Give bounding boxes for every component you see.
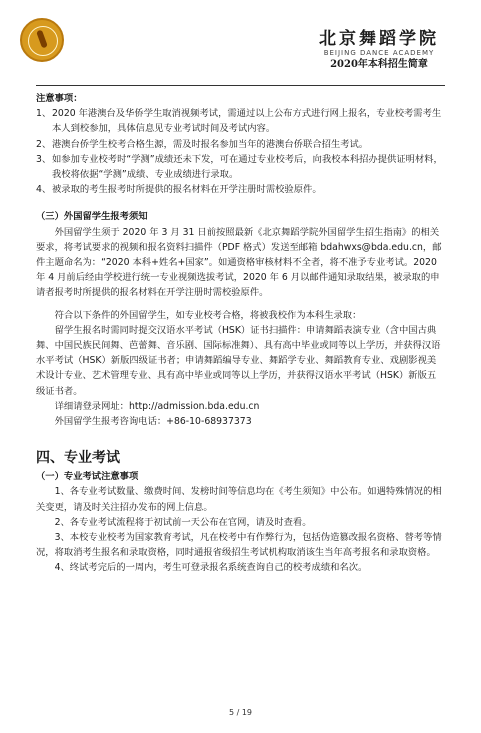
note-text: 被录取的考生报考时所提供的报名材料在开学注册时需校验原件。 (52, 184, 322, 196)
note-item (36, 137, 445, 152)
exam-note: 3、本校专业校考为国家教育考试，凡在校考中有作弊行为，包括伪造篡改报名资格、替考等情况，将取消考生报名和录取资格，同时通报省级招生考试机构取消该生当年高考报名和录取资格。 (36, 532, 442, 559)
page-number: 5 / 19 (228, 708, 253, 717)
school-name: 北京舞蹈学院 (319, 29, 439, 49)
school-logo (20, 18, 64, 62)
exam-note: 2、各专业考试流程将于初试前一天公布在官网，请及时查看。 (54, 516, 312, 528)
brochure-subtitle: 2020年本科招生简章 (330, 59, 428, 70)
exam-note: 1、各专业考试数量、缴费时间、发榜时间等信息均在《考生须知》中公布。如遇特殊情况的相关变更，请及时关注招办发布的网上信息。 (36, 486, 442, 513)
header-divider (36, 85, 445, 86)
exam-note: 4、终试考完后的一周内，考生可登录报名系统查询自己的校考成绩和名次。 (54, 562, 368, 574)
note-number: 4、 (36, 184, 52, 196)
admission-website-link[interactable]: 详细请登录网址：http://admission.bda.edu.cn (54, 400, 260, 412)
section-title: 四、专业考试 (36, 450, 120, 467)
note-number: 2、 (36, 138, 52, 150)
note-text: 2020 年港澳台及华侨学生取消视频考试，需通过以上公布方式进行网上报名，专业校考需考生本人到校参加，具体信息见专业考试时间及考试内容。 (52, 108, 442, 135)
consult-phone: 外国留学生报考咨询电话：+86-10-68937373 (54, 416, 252, 428)
note-number: 1、 (36, 108, 52, 120)
section-subheading: （一）专业考试注意事项 (36, 471, 139, 483)
school-name-en: BEIJING DANCE ACADEMY (323, 49, 435, 57)
note-item (36, 182, 445, 197)
header-brand (299, 30, 459, 72)
page-content (36, 91, 445, 576)
note-item (36, 106, 445, 136)
foreign-paragraph: 外国留学生须于 2020 年 3 月 31 日前按照最新《北京舞蹈学院外国留学生招生指南》的相关要求，将考试要求的视频和报名资料扫描件（PDF 格式）发送至邮箱 bdahwxs@bda.edu.cn，邮件主题命名为：“2020 本科+姓名+国家”。如通资格审核材料不全者，将不准予专业考试。2020 年 4 月前后经由学校进行统一专业视频选拔考试，2020 年 6 月以邮件通知录取结果，被录取的申请者报考时所提供的报名材料在开学注册时需校验原件。 (36, 226, 442, 299)
foreign-paragraph: 留学生报名时需同时提交汉语水平考试（HSK）证书扫描件：申请舞蹈表演专业（含中国古典舞、中国民族民间舞、芭蕾舞、音乐剧、国际标准舞）、具有高中毕业或同等以上学历，并获得汉语水平考试（HSK）新版四级证书者；申请舞蹈编导专业、舞蹈学专业、舞蹈教育专业、戏剧影视美术设计专业、艺术管理专业、具有高中毕业或同等以上学历，并获得汉语水平考试（HSK）新版五级证书者。 (36, 324, 441, 397)
note-text: 港澳台侨学生校考合格生源，需及时报名参加当年的港澳台侨联合招生考试。 (52, 138, 369, 150)
note-text: 如参加专业校考时“学测”成绩还未下发，可在通过专业校考后，向我校本科招办提供证明材料，我校将依据“学测”成绩、专业成绩进行录取。 (52, 153, 443, 181)
foreign-heading: （三）外国留学生报考须知 (36, 211, 148, 223)
foreign-paragraph: 符合以下条件的外国留学生，如专业校考合格，将被我校作为本科生录取： (54, 309, 362, 321)
note-number: 3、 (36, 153, 52, 165)
note-item (36, 152, 445, 182)
notes-title: 注意事项： (36, 93, 83, 104)
